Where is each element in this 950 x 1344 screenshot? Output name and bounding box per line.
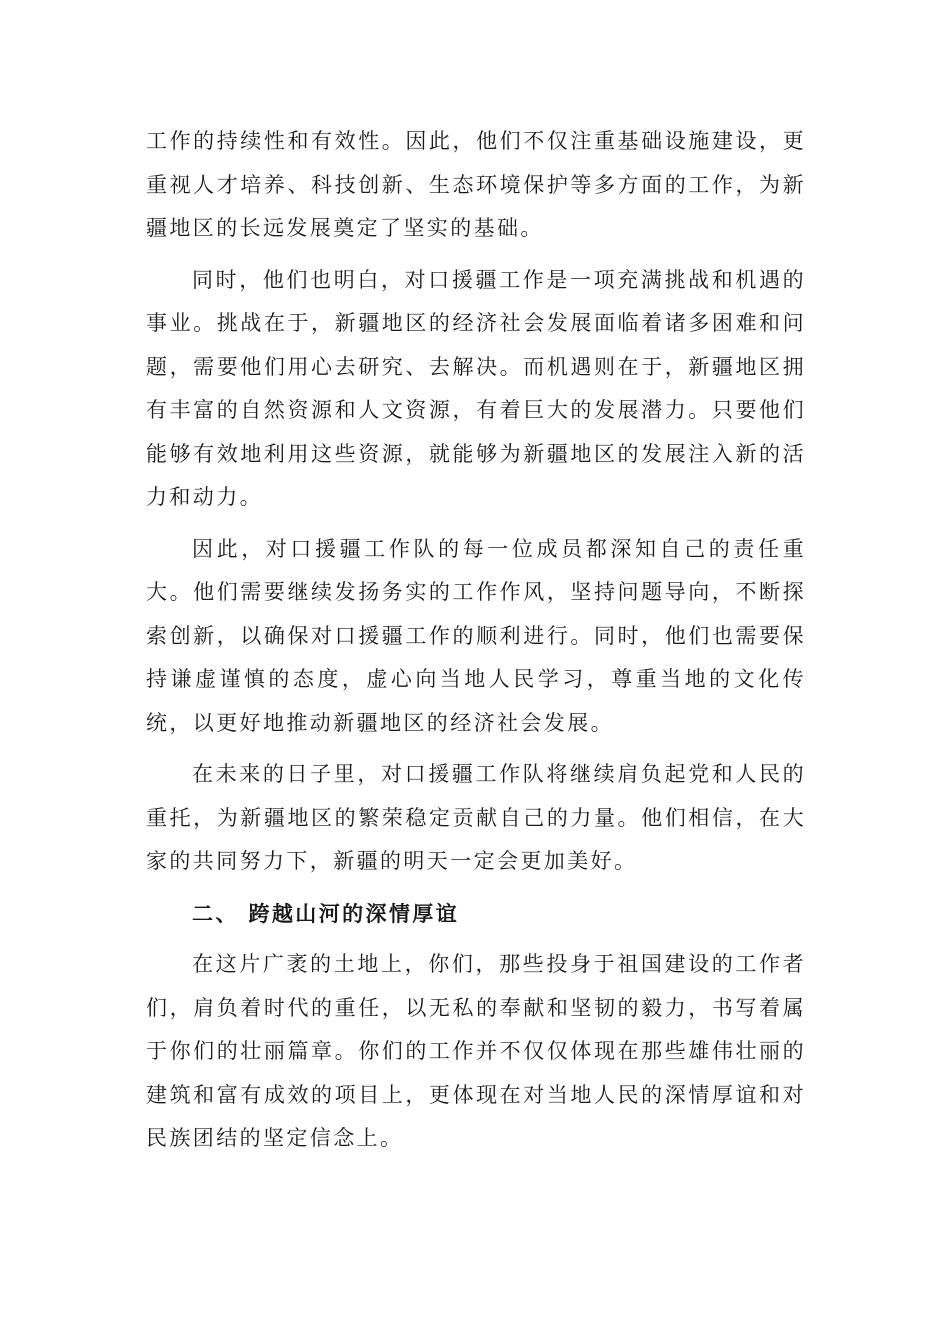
document-page — [146, 120, 806, 1161]
paragraph: 在未来的日子里，对口援疆工作队将继续肩负起党和人民的重托，为新疆地区的繁荣稳定贡献自己的力量。他们相信，在大家的共同努力下，新疆的明天一定会更加美好。 — [146, 762, 806, 873]
paragraph: 同时，他们也明白，对口援疆工作是一项充满挑战和机遇的事业。挑战在于，新疆地区的经济社会发展面临着诸多困难和问题，需要他们用心去研究、去解决。而机遇则在于，新疆地区拥有丰富的自然资源和人文资源，有着巨大的发展潜力。只要他们能够有效地利用这些资源，就能够为新疆地区的发展注入新的活力和动力。 — [146, 267, 806, 509]
paragraph-continued: 工作的持续性和有效性。因此，他们不仅注重基础设施建设，更重视人才培养、科技创新、生态环境保护等多方面的工作，为新疆地区的长远发展奠定了坚实的基础。 — [146, 129, 806, 240]
section-heading: 二、 跨越山河的深情厚谊 — [192, 900, 460, 926]
paragraph: 在这片广袤的土地上，你们，那些投身于祖国建设的工作者们，肩负着时代的重任，以无私的奉献和坚韧的毅力，书写着属于你们的壮丽篇章。你们的工作并不仅仅体现在那些雄伟壮丽的建筑和富有成效的项目上，更体现在对当地人民的深情厚谊和对民族团结的坚定信念上。 — [146, 952, 806, 1150]
paragraph: 因此，对口援疆工作队的每一位成员都深知自己的责任重大。他们需要继续发扬务实的工作作风，坚持问题导向，不断探索创新，以确保对口援疆工作的顺利进行。同时，他们也需要保持谦虚谨慎的态度，虚心向当地人民学习，尊重当地的文化传统，以更好地推动新疆地区的经济社会发展。 — [146, 536, 806, 735]
